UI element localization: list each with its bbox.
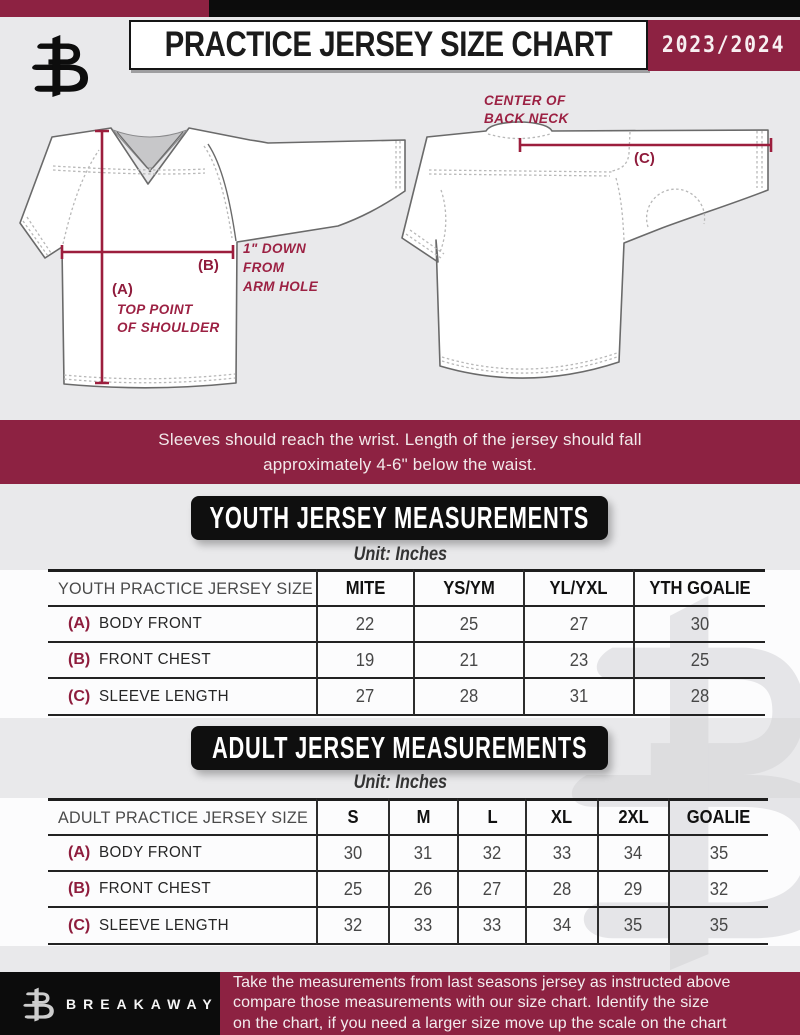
adult-size-table — [48, 798, 768, 945]
adult-value-cell: 32 — [457, 836, 525, 872]
adult-row-label: (C) SLEEVE LENGTH — [48, 908, 316, 945]
breakaway-b-logo-small-icon — [20, 983, 56, 1024]
adult-size-col-header: XL — [525, 798, 597, 836]
top-accent-strip-black — [209, 0, 800, 17]
youth-row-label: (A) BODY FRONT — [48, 607, 316, 643]
adult-size-col-header: M — [388, 798, 457, 836]
top-accent-strip-maroon — [0, 0, 209, 17]
breakaway-b-logo-icon — [26, 26, 92, 102]
measure-label-a: (A) — [112, 281, 133, 298]
youth-value-cell: 27 — [316, 679, 413, 716]
back-jersey-diagram — [402, 122, 768, 378]
adult-row-label: (A) BODY FRONT — [48, 836, 316, 872]
adult-value-cell: 33 — [388, 908, 457, 945]
footer — [0, 972, 800, 1035]
adult-value-cell: 28 — [525, 872, 597, 908]
adult-section-heading: ADULT JERSEY MEASUREMENTS — [191, 726, 608, 770]
adult-value-cell: 35 — [668, 908, 768, 945]
adult-value-cell: 30 — [316, 836, 388, 872]
youth-value-cell: 28 — [633, 679, 765, 716]
adult-value-cell: 27 — [457, 872, 525, 908]
youth-value-cell: 25 — [413, 607, 523, 643]
footer-brand-name: BREAKAWAY — [66, 995, 219, 1012]
youth-value-cell: 19 — [316, 643, 413, 679]
footer-note-text: Take the measurements from last seasons jersey as instructed above compare those measurements with our size chart. Identify the size on the chart, if you need a larger size move up the scale on the chart — [233, 973, 731, 1032]
adult-size-col-header: 2XL — [597, 798, 668, 836]
youth-value-cell: 23 — [523, 643, 633, 679]
footer-brand-block — [0, 972, 220, 1035]
adult-value-cell: 35 — [668, 836, 768, 872]
youth-size-col-header: YL/YXL — [523, 569, 633, 607]
adult-value-cell: 29 — [597, 872, 668, 908]
adult-size-col-header: GOALIE — [668, 798, 768, 836]
measure-label-b: (B) — [198, 257, 219, 274]
youth-row-label: (C) SLEEVE LENGTH — [48, 679, 316, 716]
adult-value-cell: 32 — [668, 872, 768, 908]
fit-note-line2: approximately 4-6" below the waist. — [263, 455, 537, 474]
youth-size-col-header: YTH GOALIE — [633, 569, 765, 607]
season-label: 2023/2024 — [662, 33, 786, 58]
youth-value-cell: 28 — [413, 679, 523, 716]
youth-value-cell: 21 — [413, 643, 523, 679]
youth-value-cell: 31 — [523, 679, 633, 716]
adult-value-cell: 25 — [316, 872, 388, 908]
adult-value-cell: 26 — [388, 872, 457, 908]
fit-note-banner — [0, 420, 800, 484]
page-title: PRACTICE JERSEY SIZE CHART — [164, 25, 613, 64]
adult-value-cell: 33 — [457, 908, 525, 945]
youth-size-table — [48, 569, 765, 716]
adult-value-cell: 35 — [597, 908, 668, 945]
youth-value-cell: 27 — [523, 607, 633, 643]
adult-value-cell: 34 — [597, 836, 668, 872]
adult-value-cell: 31 — [388, 836, 457, 872]
arm-hole-caption: 1" DOWN FROM ARM HOLE — [243, 241, 319, 294]
youth-section-heading: YOUTH JERSEY MEASUREMENTS — [191, 496, 608, 540]
adult-unit-label: Unit: Inches — [353, 772, 447, 793]
jersey-measurement-diagram — [0, 112, 800, 420]
adult-value-cell: 34 — [525, 908, 597, 945]
adult-size-col-header: L — [457, 798, 525, 836]
fit-note-line1: Sleeves should reach the wrist. Length of the jersey should fall — [158, 430, 642, 449]
adult-size-col-header: S — [316, 798, 388, 836]
season-badge — [648, 20, 800, 71]
youth-row-label: (B) FRONT CHEST — [48, 643, 316, 679]
youth-value-cell: 30 — [633, 607, 765, 643]
adult-table-corner-header: ADULT PRACTICE JERSEY SIZE — [48, 798, 316, 836]
page-title-box — [129, 20, 648, 70]
youth-value-cell: 25 — [633, 643, 765, 679]
top-point-shoulder-caption: TOP POINT OF SHOULDER — [117, 302, 220, 335]
youth-table-corner-header: YOUTH PRACTICE JERSEY SIZE — [48, 569, 316, 607]
youth-unit-label: Unit: Inches — [353, 544, 447, 565]
youth-size-col-header: MITE — [316, 569, 413, 607]
center-back-neck-caption: CENTER OF BACK NECK — [484, 93, 569, 126]
adult-value-cell: 33 — [525, 836, 597, 872]
youth-size-col-header: YS/YM — [413, 569, 523, 607]
youth-value-cell: 22 — [316, 607, 413, 643]
adult-value-cell: 32 — [316, 908, 388, 945]
measure-label-c: (C) — [634, 150, 655, 167]
adult-row-label: (B) FRONT CHEST — [48, 872, 316, 908]
